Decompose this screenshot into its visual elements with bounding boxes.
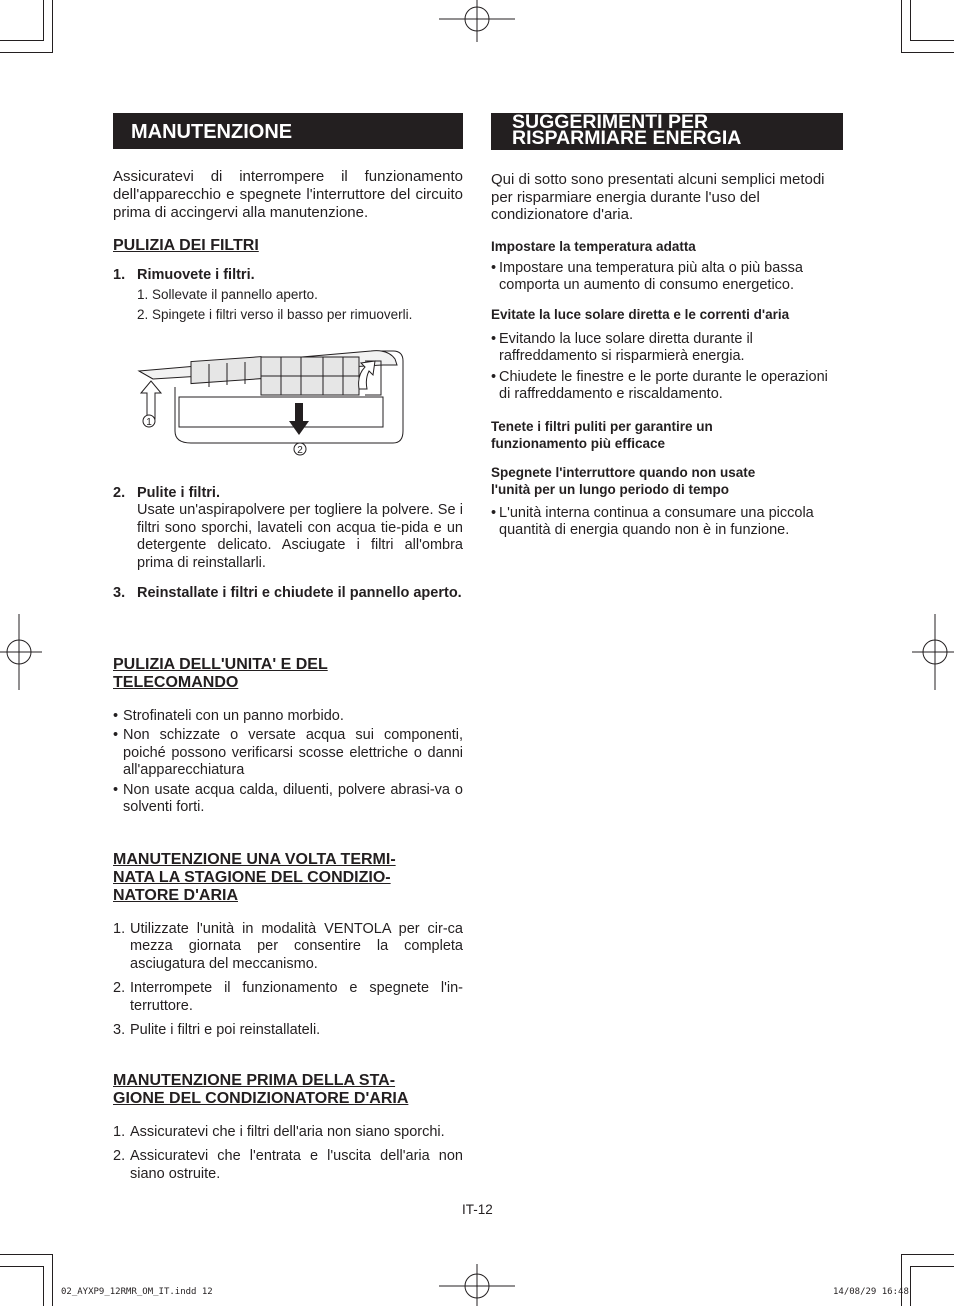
- registration-mark-right: [910, 612, 954, 692]
- clean-filters-heading: Tenete i filtri puliti per garantire un funzionamento più efficace: [491, 418, 713, 451]
- page-number: IT-12: [462, 1202, 493, 1217]
- temperature-list: [491, 260, 843, 295]
- list-item: • Impostare una temperatura più alta o più bassa comporta un aumento di consumo energetico.: [491, 259, 803, 293]
- energy-tips-intro: Qui di sotto sono presentati alcuni semplici metodi per risparmiare energia durante l'uso del condizionatore d'aria.: [491, 171, 825, 223]
- sunlight-heading: Evitate la luce solare diretta e le correnti d'aria: [491, 306, 790, 322]
- step-1-substep: 2. Spingete i filtri verso il basso per rimuoverli.: [137, 307, 413, 322]
- figure-label-2: 2: [297, 445, 303, 456]
- list-item: 1. Assicuratevi che i filtri dell'aria non siano sporchi.: [113, 1123, 445, 1140]
- switch-off-list: [491, 505, 843, 540]
- registration-mark-top: [437, 0, 517, 45]
- temperature-heading: Impostare la temperatura adatta: [491, 238, 696, 254]
- file-name: 02_AYXP9_12RMR_OM_IT.indd 12: [61, 1287, 213, 1297]
- step-3: 3. Reinstallate i filtri e chiudete il pannello aperto.: [113, 585, 462, 601]
- list-item: 2. Interrompete il funzionamento e spegnete l'in-terruttore.: [113, 980, 463, 1014]
- unit-cleaning-heading: PULIZIA DELL'UNITA' E DEL TELECOMANDO: [113, 655, 328, 691]
- figure-label-1: 1: [146, 417, 152, 428]
- list-item: 2. Assicuratevi che l'entrata e l'uscita dell'aria non siano ostruite.: [113, 1148, 463, 1182]
- step-1-substep: 1. Sollevate il pannello aperto.: [137, 287, 318, 302]
- energy-tips-title: SUGGERIMENTI PER RISPARMIARE ENERGIA: [491, 113, 843, 150]
- energy-tips-column: [491, 113, 843, 540]
- step-1-title: Rimuovete i filtri.: [137, 267, 255, 283]
- end-season-heading: MANUTENZIONE UNA VOLTA TERMI- NATA LA STAGIONE DEL CONDIZIO- NATORE D'ARIA: [113, 850, 396, 904]
- step-1-substeps: [113, 286, 463, 323]
- list-item: • Chiudete le finestre e le porte durante le operazioni di raffreddamento e riscaldamento.: [491, 368, 828, 402]
- before-season-list: [113, 1124, 463, 1184]
- step-1: 1. Rimuovete i filtri.: [113, 267, 255, 283]
- list-item: • Evitando la luce solare diretta durante il raffreddamento si risparmierà energia.: [491, 330, 753, 364]
- filter-removal-illustration: [113, 331, 463, 461]
- list-item: • Non schizzate o versate acqua sui componenti, poiché possono verificarsi scosse elettriche o danni all'apparecchiatura: [113, 727, 463, 778]
- maintenance-title: MANUTENZIONE: [113, 113, 463, 149]
- registration-mark-bottom: [437, 1262, 517, 1306]
- before-season-heading: MANUTENZIONE PRIMA DELLA STA- GIONE DEL CONDIZIONATORE D'ARIA: [113, 1071, 409, 1107]
- end-season-list: [113, 921, 463, 1040]
- filters-heading: PULIZIA DEI FILTRI: [113, 237, 259, 254]
- list-item: • Non usate acqua calda, diluenti, polvere abrasi-va o solventi forti.: [113, 781, 463, 815]
- list-item: • Strofinateli con un panno morbido.: [113, 707, 344, 724]
- registration-mark-left: [0, 612, 44, 692]
- switch-off-heading: Spegnete l'interruttore quando non usate l'unità per un lungo periodo di tempo: [491, 464, 756, 497]
- step-3-title: Reinstallate i filtri e chiudete il pannello aperto.: [137, 585, 462, 601]
- step-2: 2. Pulite i filtri.: [113, 485, 220, 501]
- list-item: 3. Pulite i filtri e poi reinstallateli.: [113, 1022, 321, 1038]
- unit-cleaning-list: [113, 708, 463, 817]
- step-2-title: Pulite i filtri.: [137, 485, 220, 501]
- sunlight-list: [491, 331, 843, 404]
- maintenance-column: [113, 113, 463, 1183]
- maintenance-intro: Assicuratevi di interrompere il funzionamento dell'apparecchio e spegnete l'interruttore del circuito prima di accingervi alla manutenzione.: [113, 168, 463, 221]
- step-2-text: Usate un'aspirapolvere per togliere la polvere. Se i filtri sono sporchi, lavateli con acqua tie-pida e un detergente delicato. Asciugate i filtri all'ombra prima di reinstallarli.: [137, 502, 463, 571]
- timestamp: 14/08/29 16:48: [833, 1287, 909, 1297]
- list-item: 1. Utilizzate l'unità in modalità VENTOLA per cir-ca mezza giornata per consentire la completa asciugatura del meccanismo.: [113, 920, 463, 972]
- list-item: • L'unità interna continua a consumare una piccola quantità di energia quando non è in funzione.: [491, 504, 814, 538]
